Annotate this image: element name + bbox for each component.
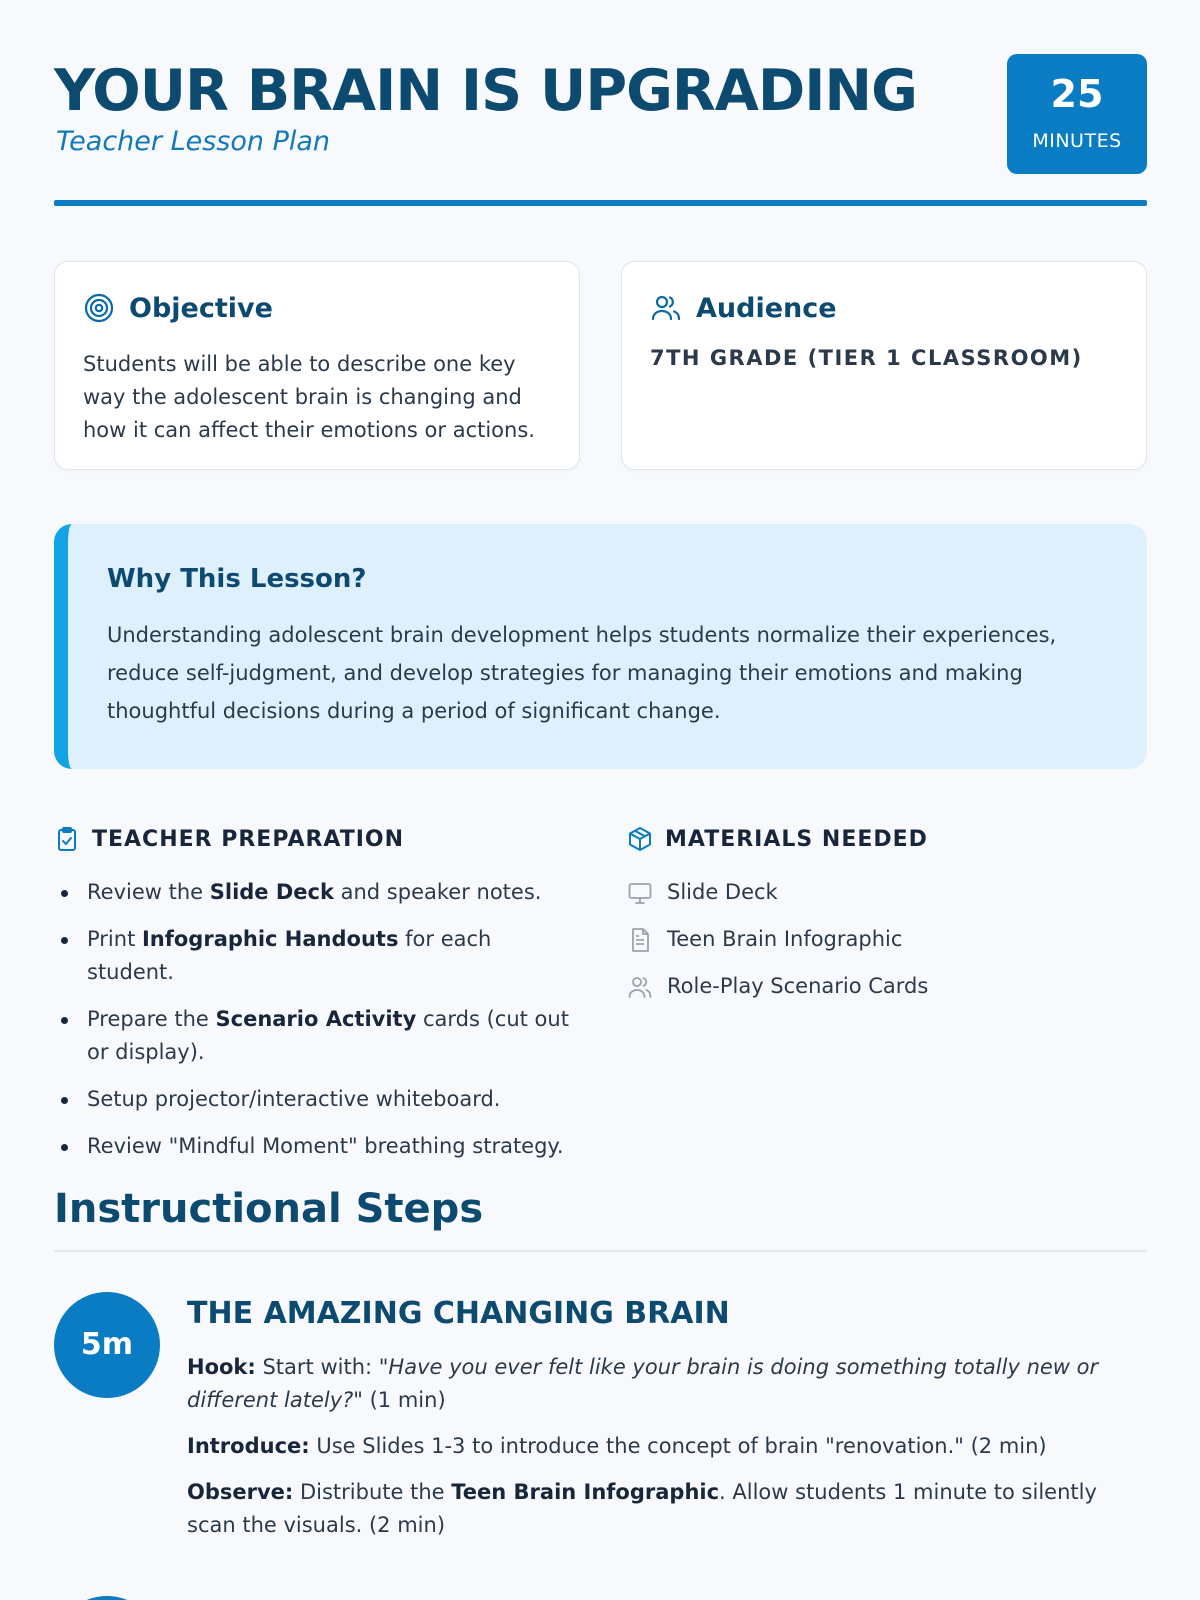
list-item: Teen Brain Infographic bbox=[627, 923, 1127, 956]
preparation-list bbox=[54, 876, 584, 1177]
objective-card bbox=[54, 261, 580, 470]
step-title: THE AMAZING CHANGING BRAIN bbox=[187, 1296, 730, 1331]
lesson-plan-page bbox=[54, 0, 1147, 1600]
list-item: Role-Play Scenario Cards bbox=[627, 970, 1127, 1003]
clipboard-check-icon bbox=[54, 826, 80, 852]
duration-value: 25 bbox=[1050, 72, 1104, 116]
duration-badge bbox=[1007, 54, 1147, 174]
steps-title: Instructional Steps bbox=[54, 1186, 484, 1232]
next-step-badge bbox=[54, 1596, 160, 1600]
materials-title: MATERIALS NEEDED bbox=[665, 826, 928, 852]
audience-card bbox=[621, 261, 1147, 470]
step-duration-badge: 5m bbox=[54, 1292, 160, 1398]
steps-divider bbox=[54, 1250, 1147, 1252]
users-icon bbox=[650, 292, 682, 324]
step-observe: Observe: Distribute the Teen Brain Infographic. Allow students 1 minute to silently scan the visuals. (2 min) bbox=[187, 1480, 1097, 1537]
audience-title: Audience bbox=[696, 292, 837, 324]
header-divider bbox=[54, 200, 1147, 206]
why-this-lesson-callout bbox=[54, 524, 1147, 769]
materials-list bbox=[627, 876, 1127, 1017]
target-icon bbox=[83, 292, 115, 324]
objective-title: Objective bbox=[129, 292, 273, 324]
monitor-icon bbox=[627, 880, 653, 906]
why-title: Why This Lesson? bbox=[107, 564, 367, 594]
materials-header bbox=[627, 826, 928, 852]
list-item: Review the Slide Deck and speaker notes. bbox=[54, 876, 584, 909]
list-item: Setup projector/interactive whiteboard. bbox=[54, 1083, 584, 1116]
page-subtitle: Teacher Lesson Plan bbox=[56, 126, 331, 157]
preparation-title: TEACHER PREPARATION bbox=[92, 826, 405, 852]
step-introduce: Introduce: Use Slides 1-3 to introduce the concept of brain "renovation." (2 min) bbox=[187, 1434, 1047, 1458]
audience-text: 7TH GRADE (TIER 1 CLASSROOM) bbox=[650, 346, 1083, 370]
step-content bbox=[187, 1296, 1147, 1555]
box-icon bbox=[627, 826, 653, 852]
list-item: Slide Deck bbox=[627, 876, 1127, 909]
document-icon bbox=[627, 927, 653, 953]
header bbox=[54, 52, 1147, 206]
list-item: Review "Mindful Moment" breathing strategy. bbox=[54, 1130, 584, 1163]
step-hook: Hook: Start with: "Have you ever felt like your brain is doing something totally new or different lately?" (1 min) bbox=[187, 1355, 1099, 1412]
page-title: YOUR BRAIN IS UPGRADING bbox=[54, 58, 917, 124]
objective-header bbox=[83, 292, 273, 324]
users-icon bbox=[627, 974, 653, 1000]
duration-unit: MINUTES bbox=[1032, 130, 1122, 152]
list-item: Print Infographic Handouts for each student. bbox=[54, 923, 584, 989]
objective-text: Students will be able to describe one key way the adolescent brain is changing and how it can affect their emotions or actions. bbox=[83, 352, 535, 442]
list-item: Prepare the Scenario Activity cards (cut out or display). bbox=[54, 1003, 584, 1069]
preparation-header bbox=[54, 826, 404, 852]
audience-header bbox=[650, 292, 837, 324]
why-text: Understanding adolescent brain development helps students normalize their experiences, reduce self-judgment, and develop strategies for managing their emotions and making thoughtful decisions during a period of significant change. bbox=[107, 623, 1057, 723]
